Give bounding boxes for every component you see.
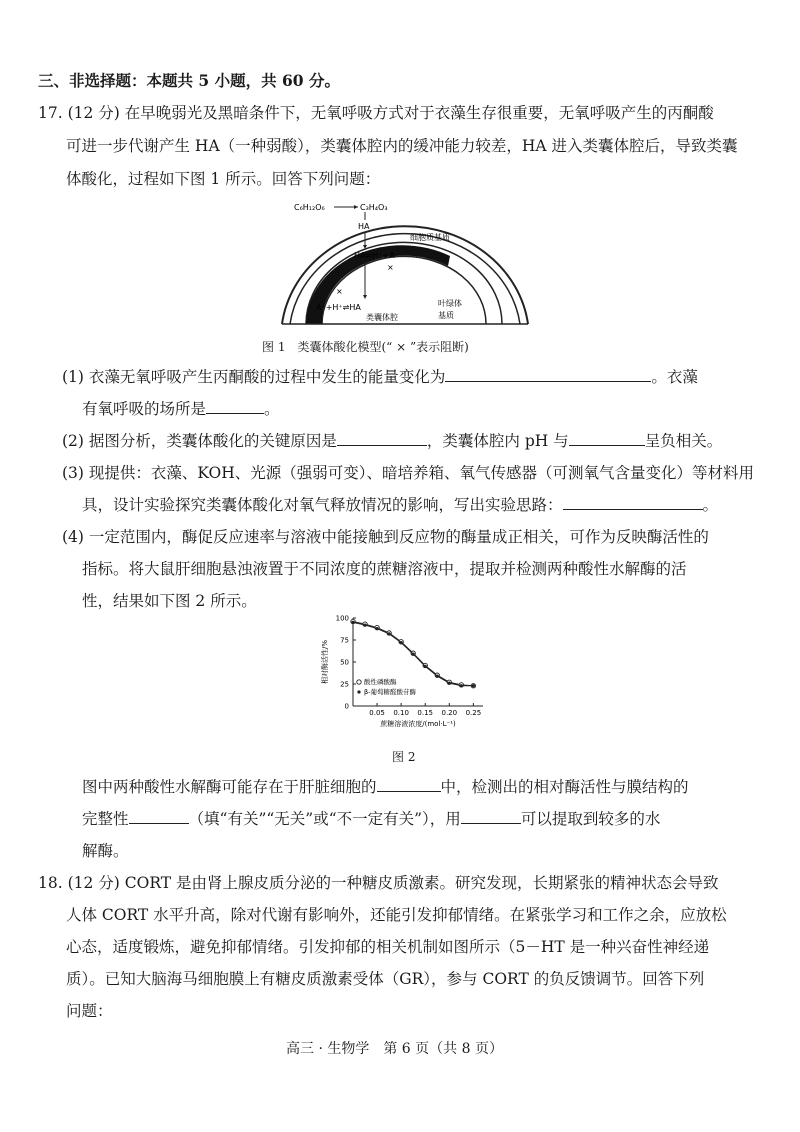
q17-part2-text-b: ，类囊体腔内 pH 与 (426, 432, 569, 450)
fig1-cross-mark-2: × (336, 287, 343, 296)
q17-part3-line1: (3) 现提供：衣藻、KOH、光源（强弱可变）、暗培养箱、氧气传感器（可测氧气含量变化）等材料用 (62, 464, 755, 482)
figure-2-chart (315, 608, 490, 740)
q18-line-3: 心态，适度锻炼，避免抑郁情绪。引发抑郁的相关机制如图所示（5－HT 是一种兴奋性神经递 (66, 938, 710, 956)
q17-part4-line1: (4) 一定范围内，酶促反应速率与溶液中能接触到反应物的酶量成正相关，可作为反映酶活性的 (62, 528, 709, 546)
figure-2-caption: 图 2 (392, 750, 416, 764)
fig1-stroma-label-1: 叶绿体 (438, 299, 462, 308)
chart-legend-label: β-葡萄糖醛酸苷酶 (364, 688, 416, 696)
fig1-formula-right: C₃H₄O₃ (360, 203, 388, 212)
chart-x-tick-label: 0.10 (393, 709, 409, 717)
chart-x-tick-label: 0.25 (465, 709, 482, 717)
q17-part1-blank-2[interactable] (206, 399, 264, 414)
chart-point-series-1 (400, 641, 403, 644)
chart-x-tick-label: 0.05 (369, 709, 385, 717)
q17-line-2: 可进一步代谢产生 HA（一种弱酸），类囊体腔内的缓冲能力较差，HA 进入类囊体腔后，导致类囊 (66, 137, 738, 155)
q17-part4-line4 (82, 776, 689, 798)
chart-x-label: 蔗糖溶液浓度/(mol·L⁻¹) (380, 720, 456, 728)
fig1-cross-mark-1: × (387, 263, 394, 272)
chart-point-series-1 (460, 684, 463, 687)
chart-point-series-1 (436, 674, 439, 677)
fig1-stroma-label-2: 基质 (438, 311, 454, 320)
q17-part2-line (62, 430, 722, 452)
q17-part4-text-e: 中，检测出的相对酶活性与膜结构的 (440, 778, 689, 796)
chart-y-label: 相对酶活性/% (321, 639, 329, 685)
q17-part4-blank-1[interactable] (377, 777, 441, 792)
q18-line-4: 质）。已知大脑海马细胞膜上有糖皮质激素受体（GR），参与 CORT 的负反馈调节。回答下列 (66, 970, 705, 988)
chart-legend-marker (357, 690, 360, 693)
q17-part1-line1 (62, 366, 698, 388)
q17-part2-blank-1[interactable] (337, 431, 427, 446)
q17-line-1: 17. (12 分) 在早晚弱光及黑暗条件下，无氧呼吸方式对于衣藻生存很重要，无氧呼吸产生的丙酮酸 (38, 104, 714, 122)
chart-y-tick-label: 0 (344, 702, 349, 711)
chart-x-tick-label: 0.20 (441, 709, 458, 717)
q17-part4-line6: 解酶。 (82, 842, 129, 860)
q17-part1-blank-1[interactable] (445, 367, 651, 382)
chart-y-tick-label: 50 (340, 658, 349, 667)
fig1-equilibrium-lumen: A⁻+H⁺⇌HA (316, 303, 361, 312)
q17-part4-line2: 指标。将大鼠肝细胞悬浊液置于不同浓度的蔗糖溶液中，提取并检测两种酸性水解酶的活 (82, 560, 687, 578)
chart-y-tick-label: 100 (335, 614, 349, 623)
q17-part1-text-c: 有氧呼吸的场所是 (82, 400, 207, 418)
chart-point-series-1 (472, 684, 475, 687)
chart-point-series-1 (448, 682, 451, 685)
chart-legend-marker (357, 680, 361, 684)
q17-part1-text-d: 。 (264, 400, 280, 418)
q17-part3-text-b: 具，设计实验探究类囊体酸化对氧气释放情况的影响，写出实验思路： (82, 496, 563, 514)
q17-part4-text-g: （填“有关”“无关”或“不一定有关”），用 (188, 810, 461, 828)
chart-point-series-1 (412, 652, 415, 655)
q17-part3-line2 (82, 494, 718, 516)
fig1-cytoplasm-label: 细胞质基质 (410, 233, 450, 242)
chart-point-series-1 (375, 627, 378, 630)
chart-x-tick-label: 0.15 (417, 709, 434, 717)
page-footer: 高三 · 生物学 第 6 页（共 8 页） (286, 1041, 503, 1057)
q17-line-3: 体酸化，过程如下图 1 所示。回答下列问题： (66, 170, 381, 188)
fig1-lumen-label: 类囊体腔 (366, 313, 398, 322)
q17-part4-text-f: 完整性 (82, 810, 129, 828)
fig1-formula-left: C₆H₁₂O₆ (294, 203, 325, 212)
q17-part4-blank-3[interactable] (461, 809, 521, 824)
figure-1-caption: 图 1 类囊体酸化模型(“ × ”表示阻断) (262, 340, 469, 354)
q17-part4-blank-2[interactable] (129, 809, 189, 824)
q17-part3-text-c: 。 (702, 496, 719, 514)
chart-y-tick-label: 75 (340, 636, 349, 645)
q18-line-5: 问题： (66, 1002, 113, 1020)
figure-1-thylakoid-model (270, 196, 540, 331)
q17-part2-blank-2[interactable] (569, 431, 645, 446)
chart-point-series-1 (388, 632, 391, 635)
chart-legend (357, 677, 417, 696)
q17-part2-text-a: (2) 据图分析，类囊体酸化的关键原因是 (62, 432, 337, 450)
q17-part4-line3: 性，结果如下图 2 所示。 (82, 592, 257, 610)
q17-part4-text-h: 可以提取到较多的水 (520, 810, 661, 828)
q17-part2-text-c: 呈负相关。 (644, 432, 723, 450)
q17-part4-line5 (82, 808, 660, 830)
chart-point-series-1 (424, 665, 427, 668)
chart-point-series-1 (351, 621, 354, 624)
chart-legend-label: 酸性磷酸酶 (364, 678, 397, 686)
fig1-ha-top: HA (358, 222, 370, 231)
q17-part4-text-d: 图中两种酸性水解酶可能存在于肝脏细胞的 (82, 778, 377, 796)
q18-line-1: 18. (12 分) CORT 是由肾上腺皮质分泌的一种糖皮质激素。研究发现，长期紧张的精神状态会导致 (38, 874, 719, 892)
chart-point-series-1 (363, 623, 366, 626)
q18-line-2: 人体 CORT 水平升高，除对代谢有影响外，还能引发抑郁情绪。在紧张学习和工作之余，应放松 (66, 906, 727, 924)
q17-part1-text-a: (1) 衣藻无氧呼吸产生丙酮酸的过程中发生的能量变化为 (62, 368, 446, 386)
q17-part1-text-b: 。衣藻 (651, 368, 698, 386)
section-title: 三、非选择题：本题共 5 小题，共 60 分。 (38, 71, 340, 90)
q17-part1-line2 (82, 398, 280, 420)
chart-y-tick-label: 25 (340, 680, 349, 689)
fig1-equilibrium-mid: HA⇌H⁺+A⁻ (354, 251, 399, 260)
q17-part3-blank[interactable] (563, 495, 703, 510)
